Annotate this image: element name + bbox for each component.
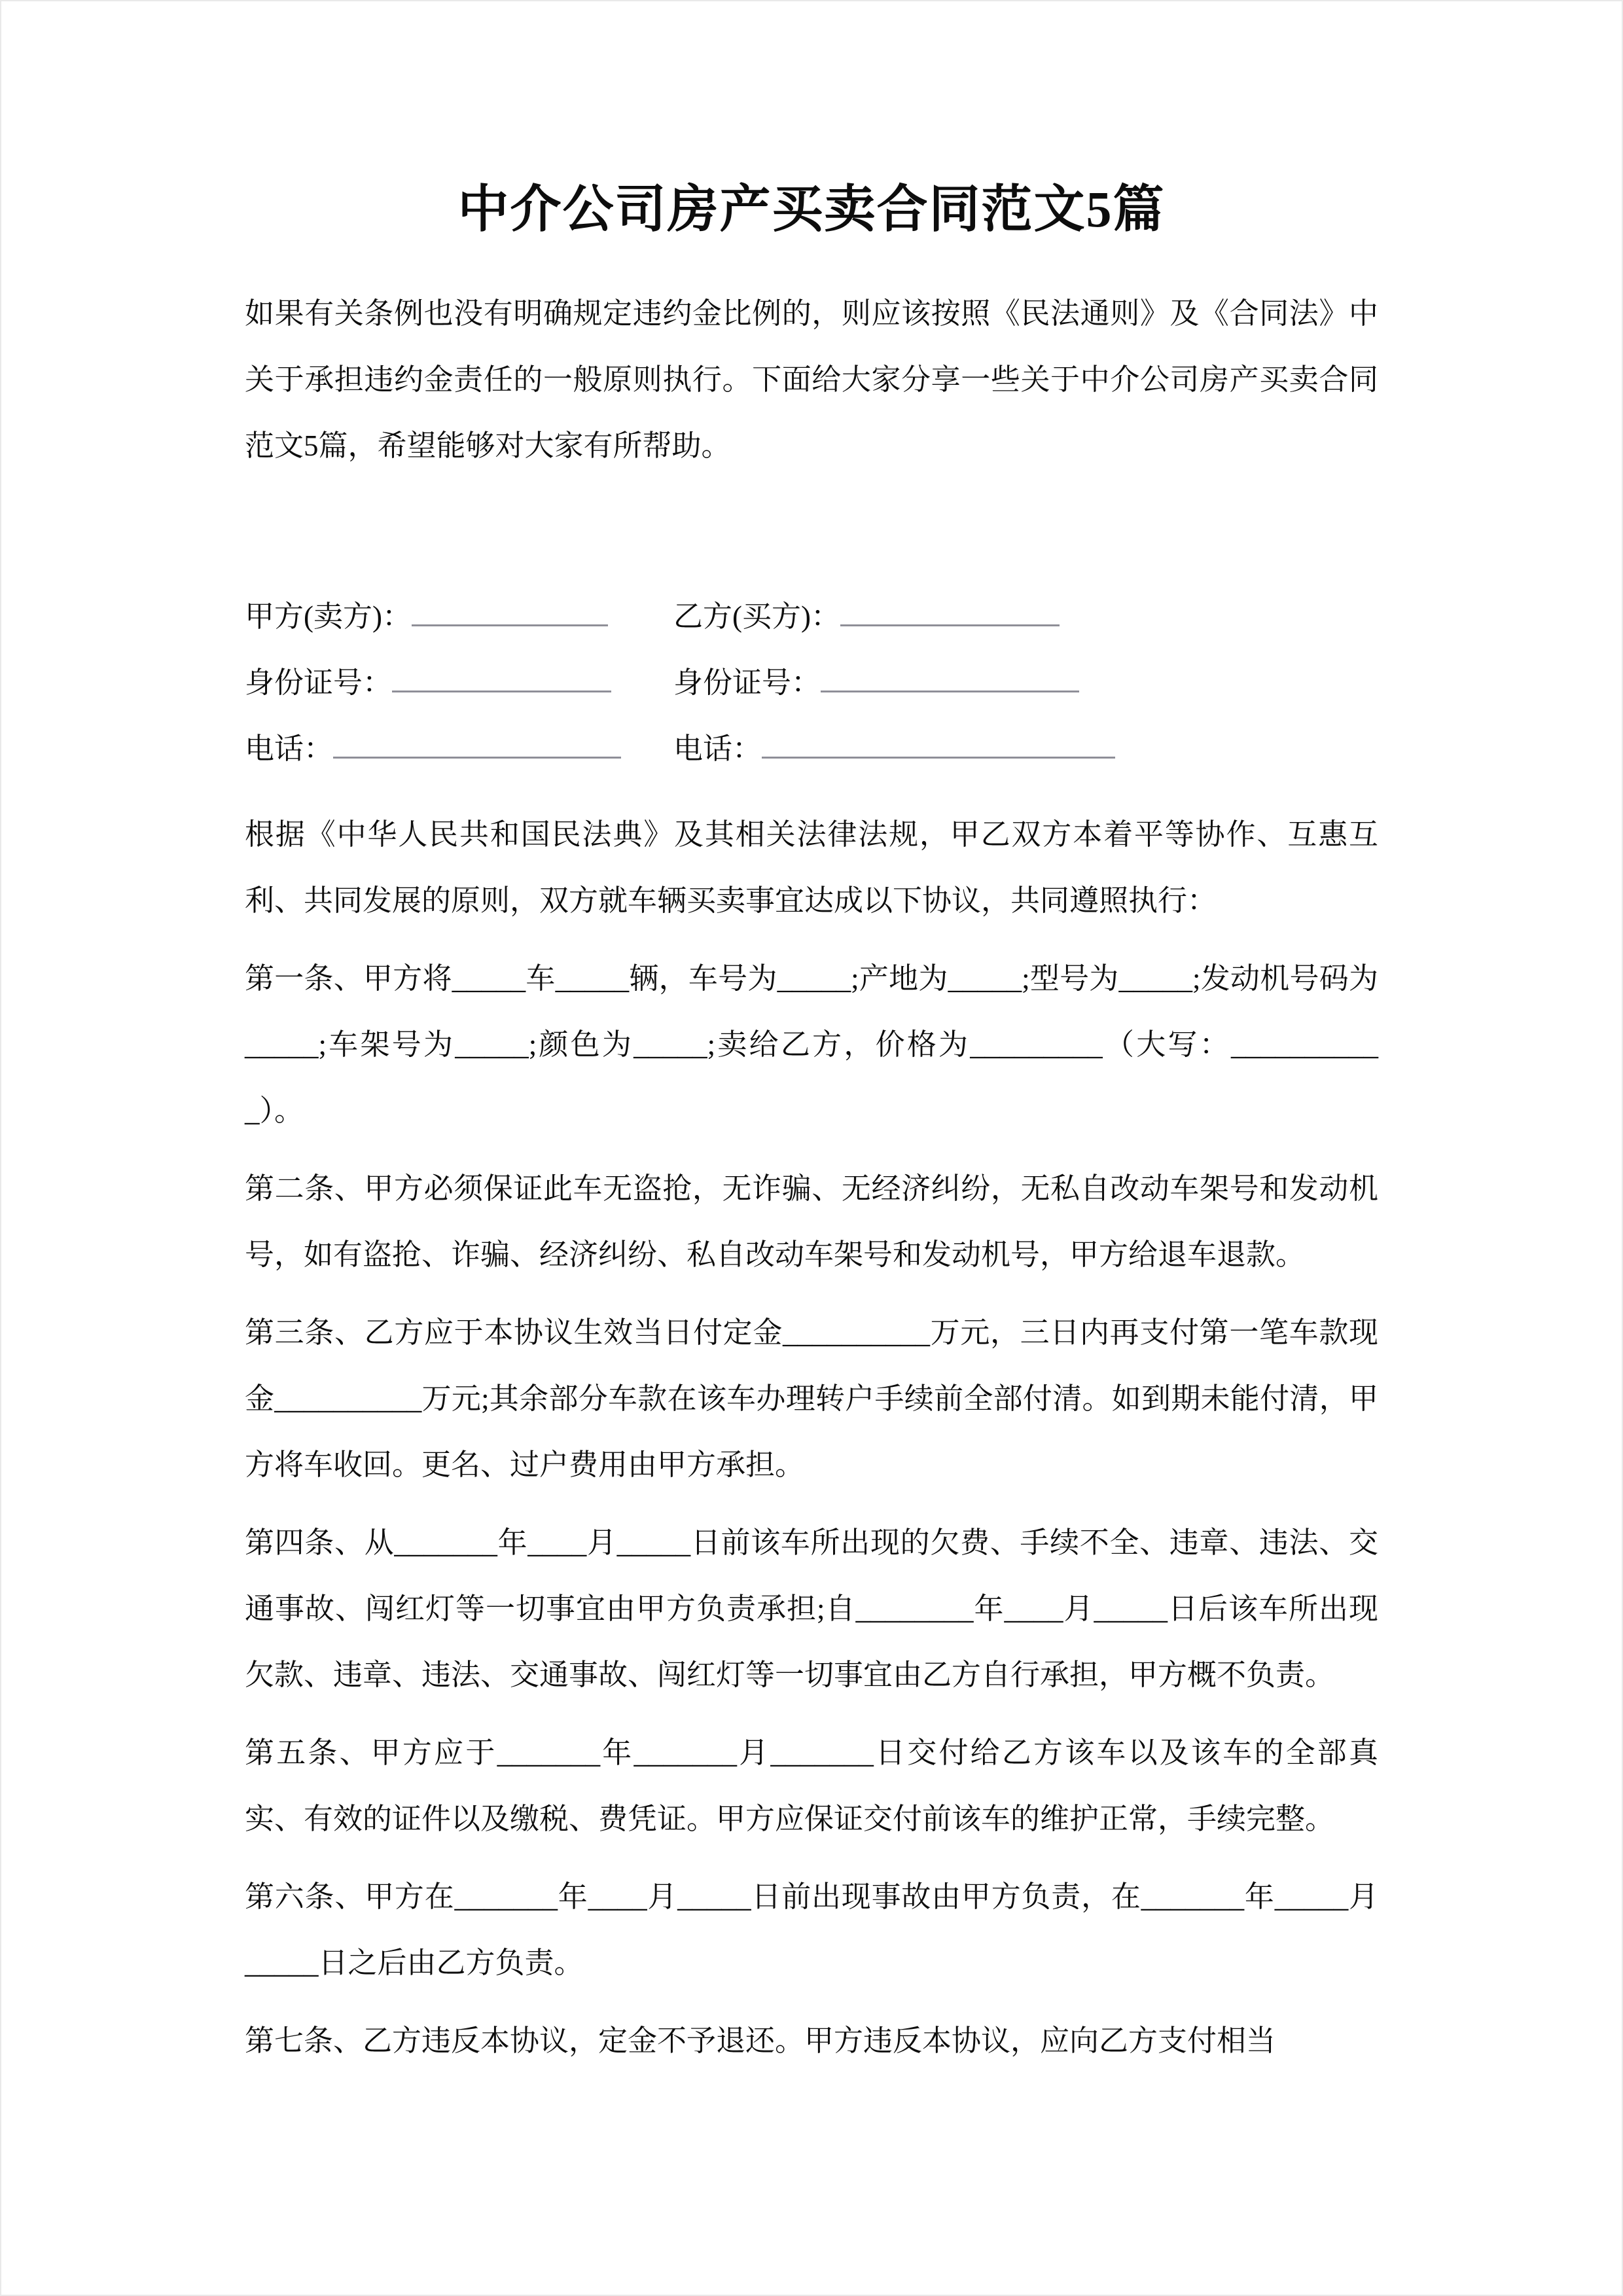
clause-2: 第二条、甲方必须保证此车无盗抢，无诈骗、无经济纠纷，无私自改动车架号和发动机号，如有盗抢、诈骗、经济纠纷、私自改动车架号和发动机号，甲方给退车退款。 [245, 1172, 1378, 1271]
form-row-id [245, 650, 1378, 716]
buyer-phone-blank-line [762, 727, 1115, 759]
form-left-group [245, 650, 673, 716]
buyer-label: 乙方(买方)： [673, 600, 840, 633]
buyer-blank-line [840, 595, 1060, 626]
form-left-group [245, 584, 673, 650]
clause-5: 第五条、甲方应于_______年_______月_______日交付给乙方该车以及该车的全部真实、有效的证件以及缴税、费凭证。甲方应保证交付前该车的维护正常，手续完整。 [245, 1736, 1378, 1835]
seller-phone-label: 电话： [245, 732, 334, 765]
clause-4: 第四条、从_______年____月_____日前该车所出现的欠费、手续不全、违章、违法、交通事故、闯红灯等一切事宜由甲方负责承担;自________年____月_____日后该车所出现欠款、违章、违法、交通事故、闯红灯等一切事宜由乙方自行承担，甲方概不负责。 [245, 1526, 1378, 1691]
clause-1: 第一条、甲方将_____车_____辆，车号为_____;产地为_____;型号为_____;发动机号码为_____;车架号为_____;颜色为_____;卖给乙方，价格为_________（大写：___________）。 [245, 962, 1378, 1127]
seller-phone-blank-line [333, 727, 621, 759]
seller-id-blank-line [392, 661, 611, 692]
form-row-party [245, 584, 1378, 650]
clause-6: 第六条、甲方在_______年____月_____日前出现事故由甲方负责，在_______年_____月_____日之后由乙方负责。 [245, 1880, 1378, 1979]
clause-7: 第七条、乙方违反本协议，定金不予退还。甲方违反本协议，应向乙方支付相当 [245, 2024, 1276, 2057]
party-info-form [245, 584, 1378, 782]
page-title: 中介公司房产买卖合同范文5篇 [457, 181, 1166, 238]
intro-paragraph: 如果有关条例也没有明确规定违约金比例的，则应该按照《民法通则》及《合同法》中关于承担违约金责任的一般原则执行。下面给大家分享一些关于中介公司房产买卖合同范文5篇，希望能够对大家有所帮助。 [245, 297, 1378, 462]
form-row-phone [245, 716, 1378, 782]
buyer-id-blank-line [821, 661, 1079, 692]
contract-body [245, 802, 1378, 2074]
clause-3: 第三条、乙方应于本协议生效当日付定金__________万元，三日内再支付第一笔车款现金__________万元;其余部分车款在该车办理转户手续前全部付清。如到期未能付清，甲方将车收回。更名、过户费用由甲方承担。 [245, 1316, 1378, 1481]
seller-label: 甲方(卖方)： [245, 600, 412, 633]
buyer-phone-label: 电话： [673, 732, 762, 765]
seller-id-label: 身份证号： [245, 666, 393, 699]
buyer-id-label: 身份证号： [673, 666, 821, 699]
form-left-group [245, 716, 673, 782]
seller-blank-line [412, 595, 608, 626]
preamble-paragraph: 根据《中华人民共和国民法典》及其相关法律法规，甲乙双方本着平等协作、互惠互利、共同发展的原则，双方就车辆买卖事宜达成以下协议，共同遵照执行： [245, 818, 1378, 917]
